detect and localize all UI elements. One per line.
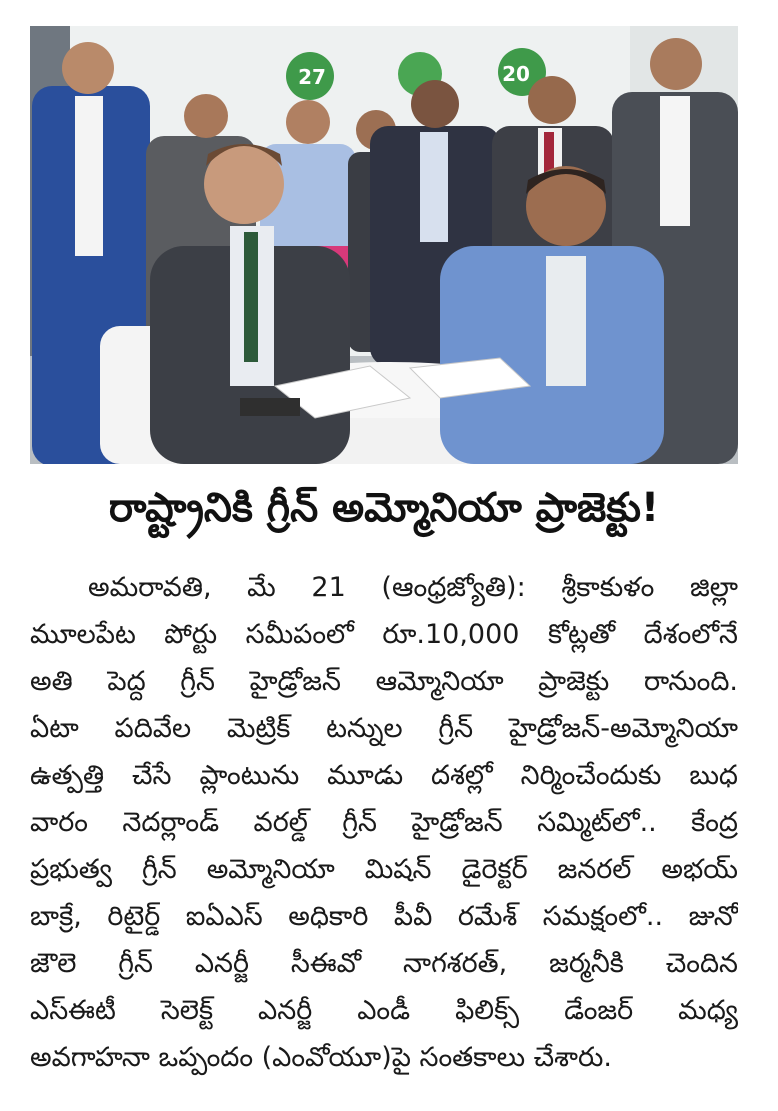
headline: రాష్ట్రానికి గ్రీన్ అమ్మోనియా ప్రాజెక్టు! <box>108 485 660 531</box>
article-line: అతి పెద్ద గ్రీన్ హైడ్రోజన్ ఆమ్మోనియా ప్రాజెక్టు రానుంది. <box>30 666 738 697</box>
news-photo <box>30 26 738 464</box>
photo-illustration <box>30 26 738 464</box>
article-line: ఉత్పత్తి చేసే ప్లాంటును మూడు దశల్లో నిర్మించేందుకు బుధ <box>30 760 738 791</box>
article-body <box>30 564 738 1081</box>
article-line: ఏటా పదివేల మెట్రిక్ టన్నుల గ్రీన్ హైడ్రోజన్-అమ్మోనియా <box>30 713 738 744</box>
article-line: వారం నెదర్లాండ్ వరల్డ్ గ్రీన్ హైడ్రోజన్ సమ్మిట్‌లో.. కేంద్ర <box>30 807 738 838</box>
article-line: బాక్రే, రిటైర్డ్ ఐఏఎస్ అధికారి పీవీ రమేశ్ సమక్షంలో.. జునో <box>30 901 738 932</box>
article-line: ఎస్ఈటీ సెలెక్ట్ ఎనర్జీ ఎండీ ఫిలిక్స్ డేంజర్ మధ్య <box>30 995 738 1026</box>
article-line: ప్రభుత్వ గ్రీన్ అమ్మోనియా మిషన్ డైరెక్టర్ జనరల్ అభయ్ <box>30 854 738 885</box>
article-line: జౌలె గ్రీన్ ఎనర్జీ సీఈవో నాగశరత్, జర్మనీకి చెందిన <box>30 948 738 979</box>
booth-number: 27 <box>298 65 326 89</box>
article-line: అవగాహనా ఒప్పందం (ఎంవోయూ)పై సంతకాలు చేశారు. <box>30 1042 612 1073</box>
article-line: మూలపేట పోర్టు సమీపంలో రూ.10,000 కోట్లతో దేశంలోనే <box>30 619 738 650</box>
article-line: అమరావతి, మే 21 (ఆంధ్రజ్యోతి): శ్రీకాకుళం జిల్లా <box>88 572 738 603</box>
booth-number: 20 <box>502 62 530 86</box>
